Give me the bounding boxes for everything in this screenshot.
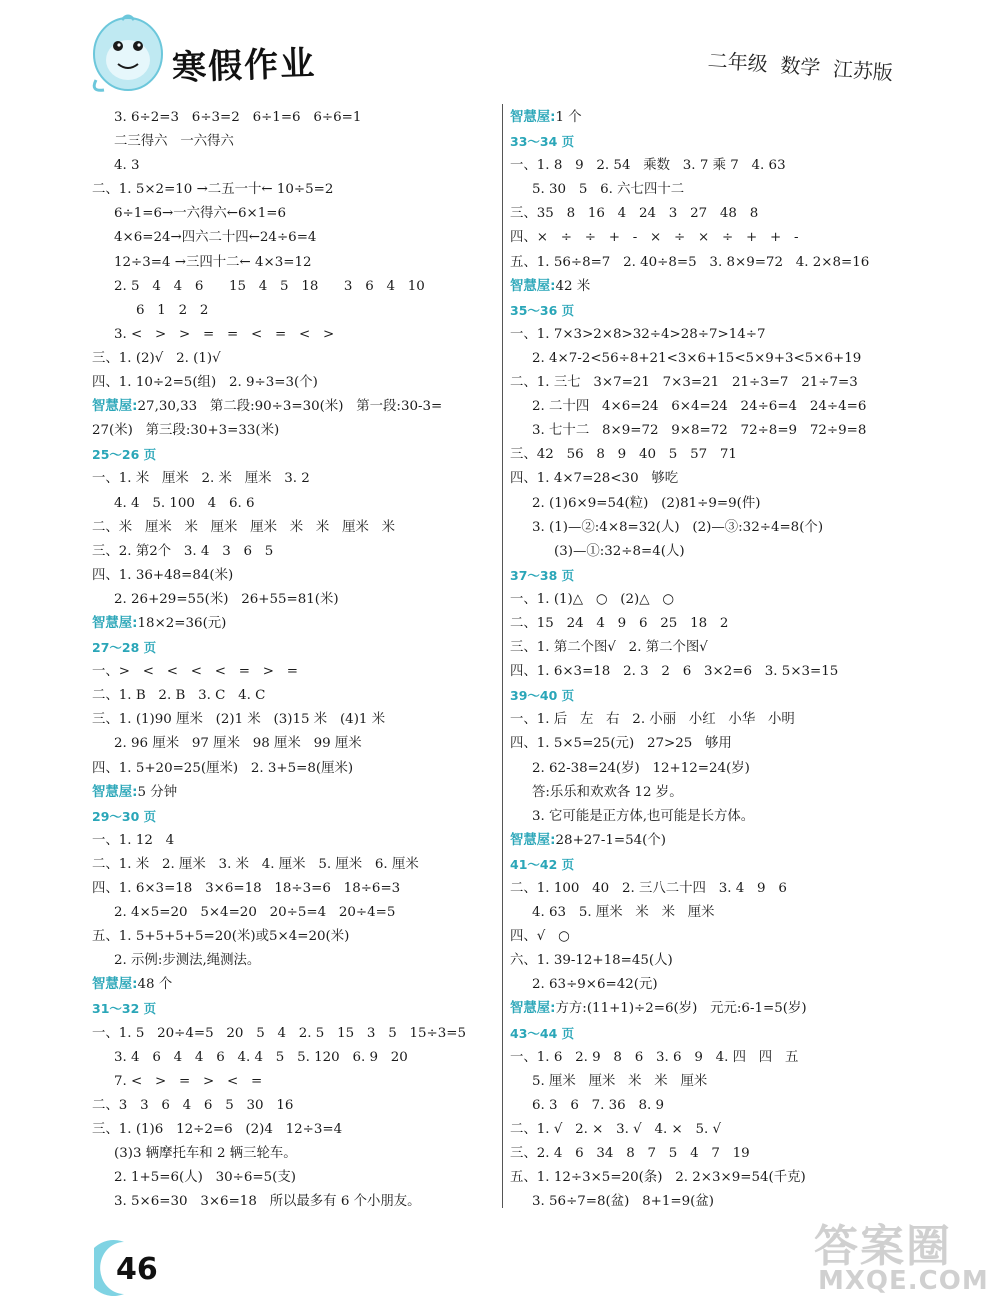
answer-text: 三、2. 第2个 3. 4 3 6 5 bbox=[92, 543, 274, 559]
answer-line bbox=[510, 636, 910, 660]
answer-text: 四、1. 6×3=18 3×6=18 18÷3=6 18÷6=3 bbox=[92, 881, 401, 896]
page-range-heading bbox=[510, 684, 910, 708]
answer-line bbox=[92, 516, 492, 540]
answer-text: 三、42 56 8 9 40 5 57 71 bbox=[510, 447, 737, 463]
answer-line bbox=[510, 781, 910, 805]
answer-text: 12÷3=4 →三四十二← 4×3=12 bbox=[114, 254, 312, 270]
answer-text: 二、3 3 6 4 6 5 30 16 bbox=[92, 1097, 294, 1113]
answer-column-left bbox=[92, 106, 492, 1214]
answer-text: 二三得六 一六得六 bbox=[114, 134, 234, 150]
answer-text: 33～34 页 bbox=[510, 134, 575, 150]
answer-text: 二、1. √ 2. × 3. √ 4. × 5. √ bbox=[510, 1121, 722, 1137]
answer-text: 一、1. (1)△ ○ (2)△ ○ bbox=[510, 591, 675, 607]
answer-text: 六、1. 39-12+18=45(人) bbox=[510, 953, 673, 969]
book-title: 寒假作业 bbox=[171, 43, 317, 89]
answer-line bbox=[92, 949, 492, 973]
answer-text: 5 分钟 bbox=[137, 784, 178, 800]
answer-text: 5. 30 5 6. 六七四十二 bbox=[532, 182, 685, 198]
wisdom-label: 智慧屋: bbox=[92, 399, 138, 415]
answer-text: 2. (1)6×9=54(粒) (2)81÷9=9(件) bbox=[532, 495, 761, 511]
watermark-url: MXQE.COM bbox=[818, 1266, 989, 1296]
answer-text: 3. 5×6=30 3×6=18 所以最多有 6 个小朋友。 bbox=[114, 1194, 421, 1210]
page-header bbox=[0, 0, 1000, 100]
answer-line bbox=[510, 757, 910, 781]
answer-text: 2. 4×5=20 5×4=20 20÷5=4 20÷4=5 bbox=[114, 905, 396, 921]
wisdom-label: 智慧屋: bbox=[92, 977, 138, 993]
answer-line bbox=[92, 1166, 492, 1190]
page-range-heading bbox=[92, 805, 492, 829]
wisdom-answer-line bbox=[510, 997, 910, 1021]
answer-text: 6 1 2 2 bbox=[136, 302, 209, 318]
answer-line bbox=[92, 684, 492, 708]
wisdom-answer-line bbox=[510, 829, 910, 853]
answer-line bbox=[510, 540, 910, 564]
answer-text: 四、1. 36+48=84(米) bbox=[92, 567, 234, 583]
answer-line bbox=[510, 154, 910, 178]
answer-text: 四、1. 5+20=25(厘米) 2. 3+5=8(厘米) bbox=[92, 760, 354, 776]
answer-line bbox=[92, 1046, 492, 1070]
column-divider bbox=[502, 104, 503, 1208]
answer-line bbox=[92, 251, 492, 275]
answer-line bbox=[92, 1022, 492, 1046]
answer-text: 43～44 页 bbox=[510, 1025, 575, 1041]
answer-text: 2. 4×7-2<56÷8+21<3×6+15<5×9+3<5×6+19 bbox=[532, 350, 862, 366]
answer-line bbox=[92, 708, 492, 732]
answer-line bbox=[510, 949, 910, 973]
answer-text: 5. 厘米 厘米 米 米 厘米 bbox=[532, 1073, 708, 1089]
answer-line bbox=[510, 251, 910, 275]
answer-text: 39～40 页 bbox=[510, 688, 575, 704]
answer-text: 29～30 页 bbox=[92, 808, 157, 824]
answer-line bbox=[92, 1094, 492, 1118]
answer-line bbox=[510, 925, 910, 949]
answer-text: 2. 62-38=24(岁) 12+12=24(岁) bbox=[532, 760, 750, 776]
answer-text: 4. 63 5. 厘米 米 米 厘米 bbox=[532, 905, 715, 921]
answer-line bbox=[510, 588, 910, 612]
answer-line bbox=[92, 202, 492, 226]
page-range-heading bbox=[92, 997, 492, 1021]
answer-text: 一、> < < < < = > = bbox=[92, 664, 298, 680]
answer-line bbox=[92, 1190, 492, 1214]
answer-text: 3. (1)—②:4×8=32(人) (2)—③:32÷4=8(个) bbox=[532, 519, 824, 535]
answer-text: 二、1. B 2. B 3. C 4. C bbox=[92, 688, 266, 704]
answer-text: 二、1. 米 2. 厘米 3. 米 4. 厘米 5. 厘米 6. 厘米 bbox=[92, 856, 419, 872]
answer-text: 41～42 页 bbox=[510, 856, 575, 872]
answer-line bbox=[510, 178, 910, 202]
answer-text: 四、1. 4×7=28<30 够吃 bbox=[510, 471, 679, 487]
answer-text: 2. 5 4 4 6 15 4 5 18 3 6 4 10 bbox=[114, 278, 425, 294]
answer-line bbox=[510, 1094, 910, 1118]
answer-text: 一、1. 12 4 bbox=[92, 832, 175, 848]
answer-line bbox=[92, 877, 492, 901]
answer-text: 四、1. 6×3=18 2. 3 2 6 3×2=6 3. 5×3=15 bbox=[510, 664, 839, 680]
answer-line bbox=[92, 853, 492, 877]
answer-text: 3. 4 6 4 4 6 4. 4 5 5. 120 6. 9 20 bbox=[114, 1049, 408, 1065]
answer-text: 3. 56÷7=8(盆) 8+1=9(盆) bbox=[532, 1194, 714, 1210]
answer-text: 一、1. 8 9 2. 54 乘数 3. 7 乘 7 4. 63 bbox=[510, 158, 786, 174]
answer-text: 一、1. 7×3>2×8>32÷4>28÷7>14÷7 bbox=[510, 326, 766, 342]
answer-text: 6÷1=6→一六得六←6×1=6 bbox=[114, 206, 286, 222]
answer-line bbox=[92, 564, 492, 588]
answer-line bbox=[92, 178, 492, 202]
wisdom-label: 智慧屋: bbox=[510, 110, 556, 125]
page-range-heading bbox=[510, 564, 910, 588]
answer-line bbox=[510, 467, 910, 491]
answer-line bbox=[92, 540, 492, 564]
watermark-logo: 答案圈 bbox=[814, 1221, 952, 1272]
answer-line bbox=[510, 805, 910, 829]
answer-text: (3)—①:32÷8=4(人) bbox=[554, 543, 685, 559]
answer-text: 3. 6÷2=3 6÷3=2 6÷1=6 6÷6=1 bbox=[114, 110, 362, 125]
answer-line bbox=[510, 347, 910, 371]
answer-text: 2. 26+29=55(米) 26+55=81(米) bbox=[114, 591, 339, 607]
answer-text: 6. 3 6 7. 36 8. 9 bbox=[532, 1097, 665, 1113]
answer-line bbox=[92, 299, 492, 323]
answer-line bbox=[510, 1070, 910, 1094]
answer-line bbox=[510, 443, 910, 467]
answer-text: 三、1. (1)90 厘米 (2)1 米 (3)15 米 (4)1 米 bbox=[92, 712, 386, 728]
answer-line bbox=[92, 226, 492, 250]
answer-line bbox=[92, 106, 492, 130]
answer-text: 3. < > > = = < = < > bbox=[114, 326, 335, 342]
answer-text: 三、2. 4 6 34 8 7 5 4 7 19 bbox=[510, 1146, 750, 1162]
answer-text: 五、1. 12÷3×5=20(条) 2. 2×3×9=54(千克) bbox=[510, 1170, 806, 1186]
answer-text: 25～26 页 bbox=[92, 447, 157, 463]
watermark bbox=[814, 1210, 994, 1300]
answer-line bbox=[510, 1142, 910, 1166]
wisdom-label: 智慧屋: bbox=[92, 615, 138, 631]
answer-text: 答:乐乐和欢欢各 12 岁。 bbox=[532, 784, 683, 800]
answer-text: 五、1. 56÷8=7 2. 40÷8=5 3. 8×9=72 4. 2×8=16 bbox=[510, 254, 870, 270]
answer-line bbox=[510, 660, 910, 684]
answer-text: 7. < > = > < = bbox=[114, 1073, 263, 1089]
answer-line bbox=[510, 1046, 910, 1070]
answer-line bbox=[92, 757, 492, 781]
answer-text: 27,30,33 第二段:90÷3=30(米) 第一段:30-3= bbox=[137, 399, 443, 415]
answer-text: (3)3 辆摩托车和 2 辆三轮车。 bbox=[114, 1146, 297, 1162]
answer-line bbox=[92, 660, 492, 684]
answer-text: 四、√ ○ bbox=[510, 929, 570, 945]
answer-line bbox=[92, 1118, 492, 1142]
answer-line bbox=[510, 973, 910, 997]
answer-line bbox=[92, 492, 492, 516]
answer-line bbox=[92, 732, 492, 756]
answer-line bbox=[510, 1166, 910, 1190]
page-range-heading bbox=[510, 1022, 910, 1046]
answer-text: 四、1. 10÷2=5(组) 2. 9÷3=3(个) bbox=[92, 375, 318, 391]
answer-line bbox=[92, 130, 492, 154]
answer-text: 2. 63÷9×6=42(元) bbox=[532, 977, 658, 993]
answer-text: 42 米 bbox=[555, 278, 591, 294]
dolphin-mascot-icon bbox=[88, 10, 168, 96]
answer-line bbox=[510, 612, 910, 636]
answer-text: 4. 4 5. 100 4 6. 6 bbox=[114, 495, 255, 511]
answer-text: 31～32 页 bbox=[92, 1001, 157, 1017]
answer-column-right bbox=[510, 106, 910, 1214]
answer-line bbox=[92, 154, 492, 178]
answer-text: 一、1. 后 左 右 2. 小丽 小红 小华 小明 bbox=[510, 712, 795, 728]
answer-text: 三、1. (1)6 12÷2=6 (2)4 12÷3=4 bbox=[92, 1121, 343, 1137]
page-number-badge bbox=[94, 1238, 174, 1298]
answer-line bbox=[510, 877, 910, 901]
answer-text: 一、1. 米 厘米 2. 米 厘米 3. 2 bbox=[92, 471, 310, 487]
answer-text: 18×2=36(元) bbox=[137, 615, 227, 631]
answer-text: 2. 示例:步测法,绳测法。 bbox=[114, 953, 261, 969]
answer-text: 三、1. (2)√ 2. (1)√ bbox=[92, 350, 221, 366]
answer-line bbox=[510, 516, 910, 540]
answer-text: 一、1. 6 2. 9 8 6 3. 6 9 4. 四 四 五 bbox=[510, 1049, 799, 1065]
answer-text: 方方:(11+1)÷2=6(岁) 元元:6-1=5(岁) bbox=[555, 1001, 807, 1017]
answer-text: 一、1. 5 20÷4=5 20 5 4 2. 5 15 3 5 15÷3=5 bbox=[92, 1025, 467, 1041]
answer-line bbox=[510, 226, 910, 250]
answer-line bbox=[510, 492, 910, 516]
wisdom-label: 智慧屋: bbox=[510, 832, 556, 848]
answer-line bbox=[510, 419, 910, 443]
page-number: 46 bbox=[116, 1252, 158, 1287]
page-range-heading bbox=[510, 130, 910, 154]
answer-text: 2. 1+5=6(人) 30÷6=5(支) bbox=[114, 1170, 296, 1186]
answer-text: 28+27-1=54(个) bbox=[555, 832, 666, 848]
answer-line bbox=[510, 371, 910, 395]
page-range-heading bbox=[92, 443, 492, 467]
answer-line bbox=[510, 323, 910, 347]
answer-text: 27(米) 第三段:30+3=33(米) bbox=[92, 423, 280, 439]
answer-text: 37～38 页 bbox=[510, 567, 575, 583]
answer-text: 二、1. 三七 3×7=21 7×3=21 21÷3=7 21÷7=3 bbox=[510, 375, 858, 391]
answer-text: 2. 96 厘米 97 厘米 98 厘米 99 厘米 bbox=[114, 736, 362, 752]
answer-text: 四、× ÷ ÷ + - × ÷ × ÷ + + - bbox=[510, 230, 799, 246]
wisdom-label: 智慧屋: bbox=[92, 784, 138, 800]
book-meta: 二年级 数学 江苏版 bbox=[707, 48, 894, 85]
answer-line bbox=[92, 1142, 492, 1166]
answer-text: 四、1. 5×5=25(元) 27>25 够用 bbox=[510, 736, 732, 752]
wisdom-label: 智慧屋: bbox=[510, 1001, 556, 1017]
wisdom-answer-line bbox=[510, 106, 910, 130]
answer-line bbox=[92, 467, 492, 491]
answer-line bbox=[92, 275, 492, 299]
answer-line bbox=[92, 901, 492, 925]
answer-text: 4. 3 bbox=[114, 158, 140, 174]
answer-text: 二、15 24 4 9 6 25 18 2 bbox=[510, 615, 729, 631]
answer-line bbox=[92, 829, 492, 853]
answer-line bbox=[510, 1118, 910, 1142]
answer-text: 五、1. 5+5+5+5=20(米)或5×4=20(米) bbox=[92, 929, 350, 945]
wisdom-label: 智慧屋: bbox=[510, 278, 556, 294]
answer-line bbox=[92, 323, 492, 347]
answer-text: 1 个 bbox=[555, 110, 582, 125]
wisdom-answer-line bbox=[92, 973, 492, 997]
answer-line bbox=[510, 708, 910, 732]
answer-text: 二、米 厘米 米 厘米 厘米 米 米 厘米 米 bbox=[92, 519, 396, 535]
answer-line bbox=[92, 347, 492, 371]
answer-text: 三、1. 第二个图√ 2. 第二个图√ bbox=[510, 640, 708, 656]
answer-text: 4×6=24→四六二十四←24÷6=4 bbox=[114, 230, 317, 246]
answer-text: 三、35 8 16 4 24 3 27 48 8 bbox=[510, 206, 759, 222]
answer-line bbox=[92, 925, 492, 949]
page-range-heading bbox=[92, 636, 492, 660]
wisdom-answer-line bbox=[92, 612, 492, 636]
answer-text: 二、1. 5×2=10 →二五一十← 10÷5=2 bbox=[92, 182, 334, 198]
answer-line bbox=[510, 395, 910, 419]
answer-text: 3. 它可能是正方体,也可能是长方体。 bbox=[532, 808, 755, 824]
answer-text: 二、1. 100 40 2. 三八二十四 3. 4 9 6 bbox=[510, 881, 787, 896]
answer-text: 27～28 页 bbox=[92, 640, 157, 656]
wisdom-answer-line bbox=[92, 395, 492, 419]
answer-line bbox=[92, 588, 492, 612]
answer-line bbox=[92, 419, 492, 443]
wisdom-answer-line bbox=[92, 781, 492, 805]
answer-line bbox=[92, 1070, 492, 1094]
answer-text: 48 个 bbox=[137, 977, 173, 993]
answer-text: 2. 二十四 4×6=24 6×4=24 24÷6=4 24÷4=6 bbox=[532, 399, 867, 415]
answer-line bbox=[510, 901, 910, 925]
page-range-heading bbox=[510, 853, 910, 877]
answer-line bbox=[510, 202, 910, 226]
answer-text: 3. 七十二 8×9=72 9×8=72 72÷8=9 72÷9=8 bbox=[532, 423, 867, 439]
answer-text: 35～36 页 bbox=[510, 302, 575, 318]
answer-line bbox=[510, 732, 910, 756]
answer-line bbox=[92, 371, 492, 395]
wisdom-answer-line bbox=[510, 275, 910, 299]
page-range-heading bbox=[510, 299, 910, 323]
